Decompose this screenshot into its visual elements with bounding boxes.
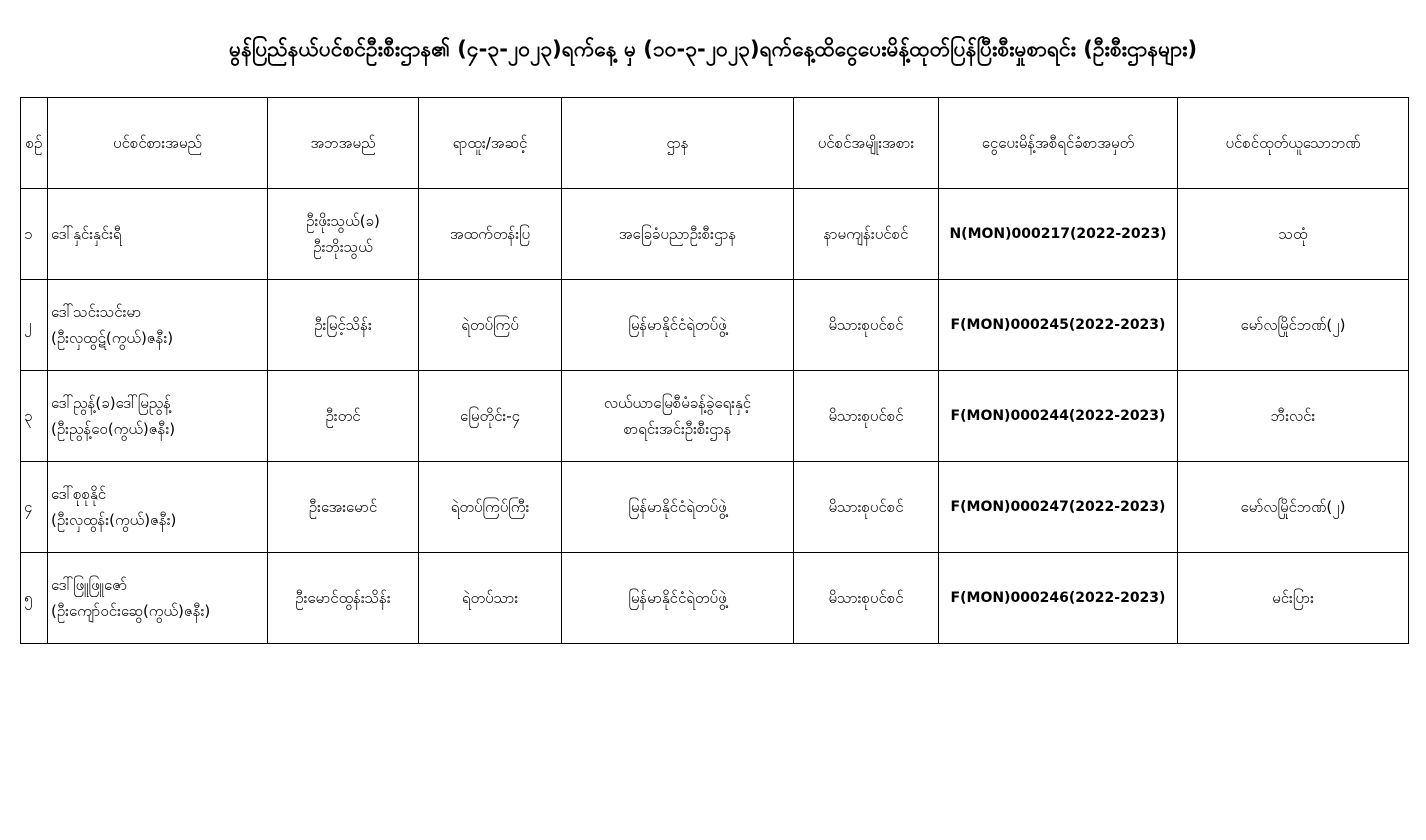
department: မြန်မာနိုင်ငံရဲတပ်ဖွဲ့ <box>628 589 727 607</box>
pension-type-cell: မိသားစုပင်စင် <box>794 371 939 462</box>
department-cell <box>562 462 794 553</box>
rank: မြေတိုင်း-၄ <box>459 407 521 425</box>
department-cell <box>562 553 794 644</box>
pensioner-name: ဒေါ်နှင်းနှင်းရီ <box>51 225 122 243</box>
rank: အထက်တန်းပြ <box>449 225 531 243</box>
father-name-line: ဦးဖိုးသွယ်(ခ) <box>306 212 380 230</box>
bank-cell: မင်းပြား <box>1178 553 1409 644</box>
table-row <box>21 280 1409 371</box>
spouse-note: (ဦးလှထွန်း(ကွယ်)ဇနီး) <box>51 511 177 529</box>
father-name-line: ဦးအေးမောင် <box>308 498 378 516</box>
pensioner-name-cell <box>48 462 268 553</box>
table-row <box>21 189 1409 280</box>
department: မြန်မာနိုင်ငံရဲတပ်ဖွဲ့ <box>628 316 727 334</box>
serial-no-cell: ၂ <box>21 280 48 371</box>
pensioner-name: ဒေါ်သင်းသင်းမာ <box>51 303 142 321</box>
report-number-cell: N(MON)000217(2022-2023) <box>939 189 1178 280</box>
rank-cell <box>419 462 562 553</box>
bank-cell: သထုံ <box>1178 189 1409 280</box>
father-name-cell <box>268 371 419 462</box>
bank-cell: မော်လမြိုင်ဘဏ်(၂) <box>1178 280 1409 371</box>
serial-no-cell: ၃ <box>21 371 48 462</box>
father-name-cell <box>268 462 419 553</box>
rank-cell <box>419 280 562 371</box>
table-row <box>21 553 1409 644</box>
header-rank: ရာထူး/အဆင့် <box>419 98 562 189</box>
spouse-note: (ဦးကျော်ဝင်းဆွေ(ကွယ်)ဇနီး) <box>51 602 211 620</box>
father-name-line: ဦးမောင်ထွန်းသိန်း <box>295 589 391 607</box>
pension-type-cell: မိသားစုပင်စင် <box>794 280 939 371</box>
header-report-number: ငွေပေးမိန့်အစီရင်ခံစာအမှတ် <box>939 98 1178 189</box>
father-name-line: ဦးတင် <box>325 407 361 425</box>
spouse-note: (ဦးညွန့်ဝေ(ကွယ်)ဇနီး) <box>51 420 176 438</box>
report-number-cell: F(MON)000246(2022-2023) <box>939 553 1178 644</box>
header-pensioner-name: ပင်စင်စားအမည် <box>48 98 268 189</box>
report-number-cell: F(MON)000244(2022-2023) <box>939 371 1178 462</box>
pensioner-name: ဒေါ်စုစုနိုင် <box>51 485 107 503</box>
report-number-cell: F(MON)000245(2022-2023) <box>939 280 1178 371</box>
rank: ရဲတပ်ကြပ်ကြီး <box>450 498 530 516</box>
department-line: စာရင်းအင်းဦးစီးဌာန <box>623 420 732 438</box>
department-cell <box>562 371 794 462</box>
pensioner-name: ဒေါ်ညွန့်(ခ)ဒေါ်မြညွန့် <box>51 394 172 412</box>
pension-type-cell: မိသားစုပင်စင် <box>794 553 939 644</box>
father-name-cell <box>268 280 419 371</box>
pension-table <box>20 97 1409 644</box>
table-row <box>21 462 1409 553</box>
serial-no-cell: ၁ <box>21 189 48 280</box>
header-pension-type: ပင်စင်အမျိုးအစား <box>794 98 939 189</box>
department: မြန်မာနိုင်ငံရဲတပ်ဖွဲ့ <box>628 498 727 516</box>
department-cell <box>562 189 794 280</box>
department-cell <box>562 280 794 371</box>
pensioner-name: ဒေါ်ဖြူဖြူဇော် <box>51 576 128 594</box>
spouse-note: (ဦးလှထွဋ်(ကွယ်)ဇနီး) <box>51 329 174 347</box>
header-serial-no: စဉ် <box>21 98 48 189</box>
pensioner-name-cell <box>48 553 268 644</box>
department: အခြေခံပညာဦးစီးဌာန <box>618 225 737 243</box>
document-title: မွန်ပြည်နယ်ပင်စင်ဦးစီးဌာန၏ (၄-၃-၂၀၂၃)ရက်နေ့ မှ (၁၀-၃-၂၀၂၃)ရက်နေ့ထိငွေပေးမိန့်ထုတ်ပြန်ပြီးစီးမှုစာရင်း (ဦးစီးဌာနများ) <box>228 37 1198 61</box>
bank-cell: ဘီးလင်း <box>1178 371 1409 462</box>
header-bank: ပင်စင်ထုတ်ယူသောဘဏ် <box>1178 98 1409 189</box>
pensioner-name-cell <box>48 280 268 371</box>
header-row <box>21 98 1409 189</box>
father-name-cell <box>268 553 419 644</box>
report-number-cell: F(MON)000247(2022-2023) <box>939 462 1178 553</box>
serial-no-cell: ၄ <box>21 462 48 553</box>
father-name-line: ဦးဘိုးသွယ် <box>313 238 373 256</box>
father-name-cell <box>268 189 419 280</box>
bank-cell: မော်လမြိုင်ဘဏ်(၂) <box>1178 462 1409 553</box>
rank: ရဲတပ်သား <box>461 589 519 607</box>
header-father-name: အဘအမည် <box>268 98 419 189</box>
pensioner-name-cell <box>48 371 268 462</box>
table-row <box>21 371 1409 462</box>
pension-type-cell: မိသားစုပင်စင် <box>794 462 939 553</box>
serial-no-cell: ၅ <box>21 553 48 644</box>
rank-cell <box>419 189 562 280</box>
pensioner-name-cell <box>48 189 268 280</box>
rank: ရဲတပ်ကြပ် <box>461 316 519 334</box>
header-department: ဌာန <box>562 98 794 189</box>
rank-cell <box>419 553 562 644</box>
department-line: လယ်ယာမြေစီမံခန့်ခွဲရေးနှင့် <box>603 394 752 412</box>
father-name-line: ဦးမြင့်သိန်း <box>314 316 372 334</box>
pension-type-cell: နာမကျန်းပင်စင် <box>794 189 939 280</box>
rank-cell <box>419 371 562 462</box>
